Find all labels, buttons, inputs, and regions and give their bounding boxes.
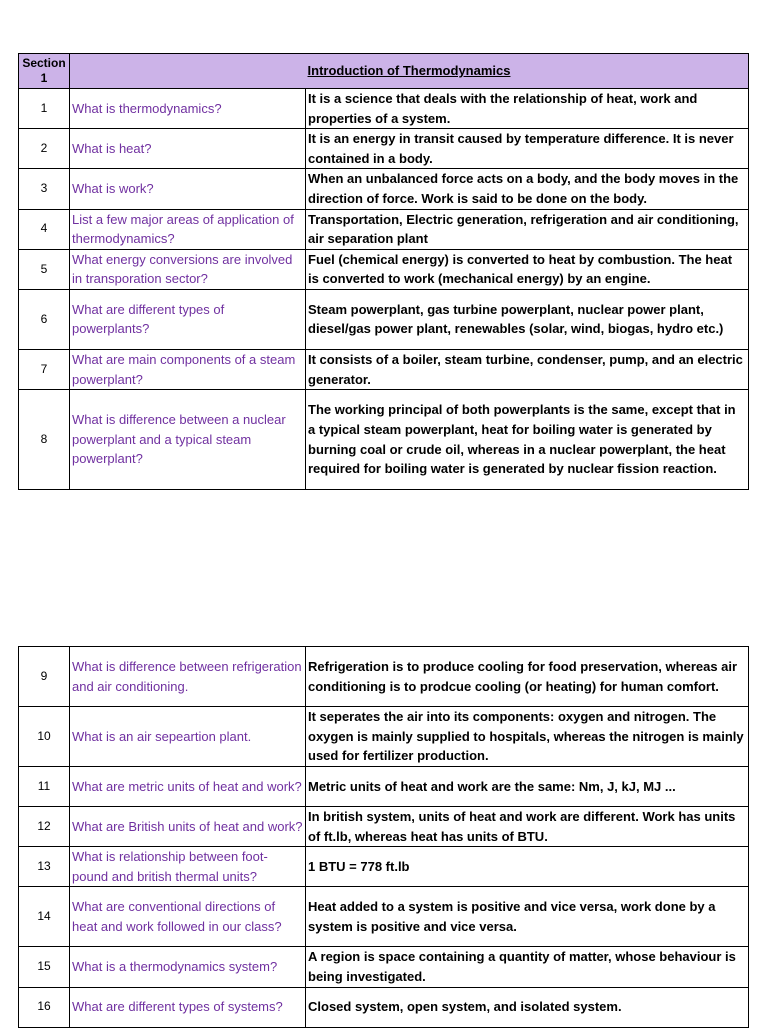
question-cell: What are main components of a steam powerplant? [70,349,306,389]
question-cell: What is thermodynamics? [70,89,306,129]
question-cell: List a few major areas of application of thermodynamics? [70,209,306,249]
table-row [19,947,749,987]
table-row [19,707,749,767]
answer-cell: Fuel (chemical energy) is converted to heat by combustion. The heat is converted to work (mechanical energy) by an engine. [306,249,749,289]
table-title: Introduction of Thermodynamics [70,54,749,89]
answer-cell: Heat added to a system is positive and vice versa, work done by a system is positive and vice versa. [306,887,749,947]
question-cell: What is heat? [70,129,306,169]
table-row [19,209,749,249]
answer-cell: It is an energy in transit caused by temperature difference. It is never contained in a body. [306,129,749,169]
row-number: 11 [19,767,70,807]
table-row [19,987,749,1027]
row-number: 14 [19,887,70,947]
answer-cell: Transportation, Electric generation, refrigeration and air conditioning, air separation plant [306,209,749,249]
table-row [19,129,749,169]
answer-cell: Steam powerplant, gas turbine powerplant, nuclear power plant, diesel/gas power plant, renewables (solar, wind, biogas, hydro etc.) [306,289,749,349]
question-cell: What are British units of heat and work? [70,807,306,847]
row-number: 16 [19,987,70,1027]
question-cell: What are different types of powerplants? [70,289,306,349]
answer-cell: Metric units of heat and work are the same: Nm, J, kJ, MJ ... [306,767,749,807]
table-row [19,847,749,887]
row-number: 2 [19,129,70,169]
table-row [19,249,749,289]
question-cell: What is an air sepeartion plant. [70,707,306,767]
qa-table-section-1-continued [18,646,749,1028]
header-row [19,54,749,89]
row-number: 5 [19,249,70,289]
answer-cell: A region is space containing a quantity of matter, whose behaviour is being investigated. [306,947,749,987]
table-row [19,169,749,209]
row-number: 6 [19,289,70,349]
table-row [19,647,749,707]
row-number: 12 [19,807,70,847]
question-cell: What are metric units of heat and work? [70,767,306,807]
table-row [19,887,749,947]
answer-cell: When an unbalanced force acts on a body, and the body moves in the direction of force. Work is said to be done on the body. [306,169,749,209]
section-label: Section 1 [19,54,70,89]
qa-table-section-1 [18,53,749,490]
row-number: 3 [19,169,70,209]
row-number: 8 [19,390,70,490]
question-cell: What is work? [70,169,306,209]
row-number: 15 [19,947,70,987]
answer-cell: Closed system, open system, and isolated system. [306,987,749,1027]
table-row [19,807,749,847]
row-number: 4 [19,209,70,249]
row-number: 9 [19,647,70,707]
answer-cell: It is a science that deals with the relationship of heat, work and properties of a system. [306,89,749,129]
question-cell: What energy conversions are involved in transporation sector? [70,249,306,289]
table-row [19,289,749,349]
answer-cell: Refrigeration is to produce cooling for food preservation, whereas air conditioning is to prodcue cooling (or heating) for human comfort. [306,647,749,707]
question-cell: What is a thermodynamics system? [70,947,306,987]
table-row [19,89,749,129]
row-number: 7 [19,349,70,389]
table-row [19,390,749,490]
question-cell: What is difference between refrigeration and air conditioning. [70,647,306,707]
question-cell: What is difference between a nuclear powerplant and a typical steam powerplant? [70,390,306,490]
row-number: 1 [19,89,70,129]
answer-cell: The working principal of both powerplants is the same, except that in a typical steam powerplant, heat for boiling water is generated by burning coal or crude oil, whereas in a nuclear powerplant, the heat required for boiling water is generated by nuclear fission reaction. [306,390,749,490]
answer-cell: It seperates the air into its components: oxygen and nitrogen. The oxygen is mainly supplied to hospitals, whereas the nitrogen is mainly used for fertilizer production. [306,707,749,767]
question-cell: What are different types of systems? [70,987,306,1027]
table-row [19,349,749,389]
answer-cell: It consists of a boiler, steam turbine, condenser, pump, and an electric generator. [306,349,749,389]
row-number: 10 [19,707,70,767]
answer-cell: In british system, units of heat and work are different. Work has units of ft.lb, whereas heat has units of BTU. [306,807,749,847]
question-cell: What is relationship between foot-pound and british thermal units? [70,847,306,887]
answer-cell: 1 BTU = 778 ft.lb [306,847,749,887]
row-number: 13 [19,847,70,887]
question-cell: What are conventional directions of heat and work followed in our class? [70,887,306,947]
table-row [19,767,749,807]
